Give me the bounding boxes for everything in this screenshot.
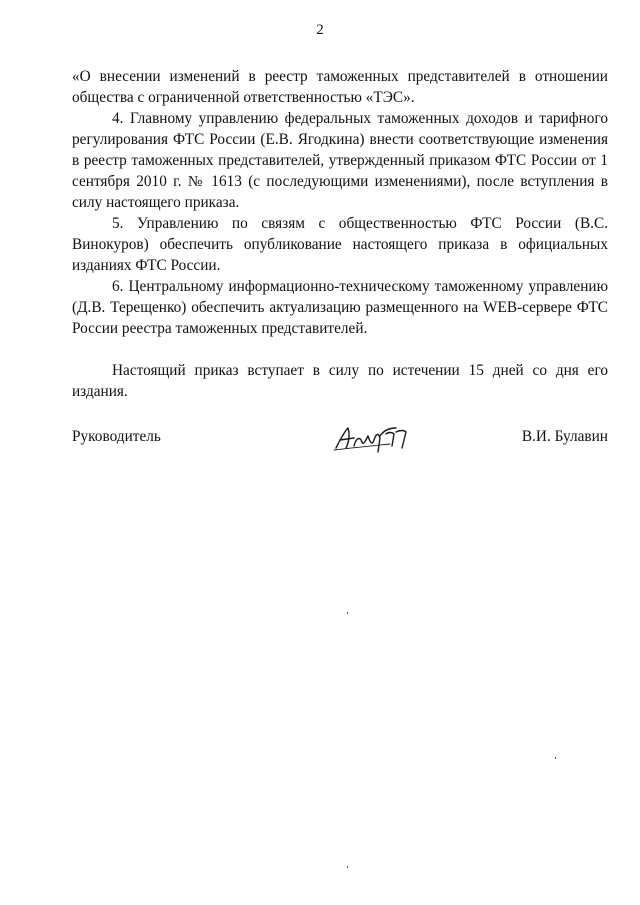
paragraph-continuation: «О внесении изменений в реестр таможенных представителей в отношении общества с ограниченной ответственностью «ТЭС». bbox=[72, 68, 608, 106]
closing-statement: Настоящий приказ вступает в силу по истечении 15 дней со дня его издания. bbox=[72, 362, 608, 400]
handwritten-signature bbox=[330, 418, 410, 458]
signature-block bbox=[72, 428, 608, 468]
page-number: 2 bbox=[316, 22, 324, 38]
paragraph-item-6: 6. Центральному информационно-техническому таможенному управлению (Д.В. Терещенко) обеспечить актуализацию размещенного на WEB-сервере ФТС России реестра таможенных представителей. bbox=[72, 278, 608, 337]
scan-speck bbox=[347, 612, 348, 614]
signer-title: Руководитель bbox=[72, 428, 161, 445]
document-body bbox=[72, 66, 608, 402]
paragraph-item-5: 5. Управлению по связям с общественностью ФТС России (В.С. Винокуров) обеспечить опубликование настоящего приказа в официальных изданиях ФТС России. bbox=[72, 215, 608, 274]
scan-speck bbox=[347, 866, 348, 868]
paragraph-item-4: 4. Главному управлению федеральных таможенных доходов и тарифного регулирования ФТС России (Е.В. Ягодкина) внести соответствующие изменения в реестр таможенных представителей, утвержденный приказом ФТС России от 1 сентября 2010 г. № 1613 (с последующими изменениями), после вступления в силу настоящего приказа. bbox=[72, 110, 608, 211]
signer-name: В.И. Булавин bbox=[521, 428, 608, 445]
scan-speck bbox=[555, 757, 556, 759]
